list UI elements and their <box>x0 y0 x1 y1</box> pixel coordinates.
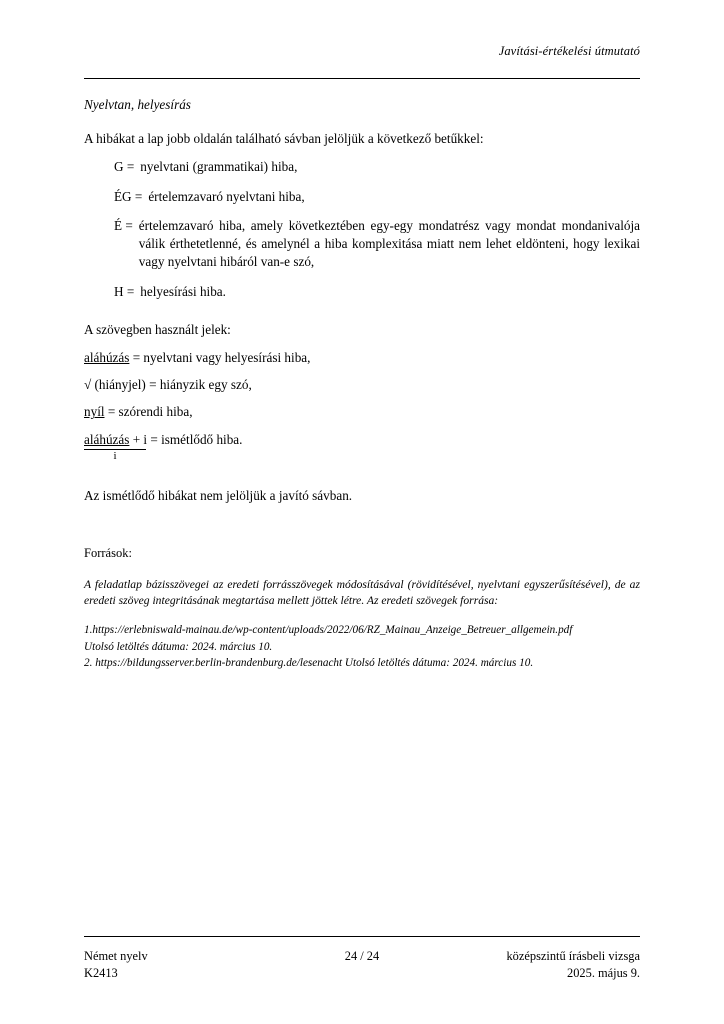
list-item <box>84 431 640 464</box>
signs-list <box>84 349 640 464</box>
sources-list <box>84 622 640 671</box>
list-item <box>84 283 640 301</box>
footer-exam-type: középszintű írásbeli vizsga <box>506 949 640 963</box>
list-item <box>84 217 640 272</box>
sign-text: + i = ismétlődő hiba. <box>129 431 243 447</box>
repeat-error-mark <box>84 431 242 462</box>
sign-mark: aláhúzás <box>84 431 130 447</box>
sign-mark: nyíl <box>84 404 105 420</box>
list-item <box>84 349 640 367</box>
sign-text: = szórendi hiba, <box>104 404 193 420</box>
repeat-index-label: i <box>113 449 117 462</box>
footer-page-number: 24 / 24 <box>344 949 380 963</box>
footer-divider <box>84 936 640 937</box>
sign-mark: aláhúzás <box>84 349 130 365</box>
error-code-value: értelemzavaró hiba, amely következtében egy-egy mondatrész vagy mondat mondanivalója válik érthetetlenné, és amelynél a hiba komplexitása miatt nem lehet eldönteni, hogy lexikai vagy nyelvtani hibáról van-e szó, <box>138 217 640 270</box>
page-footer <box>84 948 640 981</box>
list-item: 1.https://erlebniswald-mainau.de/wp-content/uploads/2022/06/RZ_Mainau_Anzeige_Betreuer_allgemein.pdf <box>84 624 573 637</box>
list-item <box>84 158 640 176</box>
header-divider <box>84 78 640 79</box>
error-code-list <box>84 158 640 300</box>
error-code-key: H = <box>114 283 135 299</box>
error-code-value: helyesírási hiba. <box>140 283 226 299</box>
sign-text: = hiányzik egy szó, <box>145 377 252 393</box>
sign-mark: √ (hiányjel) <box>84 377 146 393</box>
sources-note: A feladatlap bázisszövegei az eredeti forrásszövegek módosításával (rövidítésével, nyelvtani egyszerűsítésével), de az eredeti szöveg integritásának megtartása mellett jöttek létre. Az eredeti szövegek forrása: <box>84 577 640 607</box>
signs-intro: A szövegben használt jelek: <box>84 321 231 337</box>
sign-text: = nyelvtani vagy helyesírási hiba, <box>129 349 311 365</box>
error-code-key: G = <box>114 159 135 175</box>
error-code-key: ÉG = <box>114 188 143 204</box>
header-title: Javítási-értékelési útmutató <box>498 44 640 58</box>
error-code-key: É = <box>114 217 133 233</box>
footer-date: 2025. május 9. <box>567 965 640 980</box>
footer-code: K2413 <box>84 965 118 980</box>
list-item: Utolsó letöltés dátuma: 2024. március 10. <box>84 640 273 653</box>
closing-note: Az ismétlődő hibákat nem jelöljük a javító sávban. <box>84 488 353 504</box>
list-item: 2. https://bildungsserver.berlin-brandenburg.de/lesenacht Utolsó letöltés dátuma: 2024. március 10. <box>84 656 534 669</box>
error-code-value: értelemzavaró nyelvtani hiba, <box>148 188 305 204</box>
section-title: Nyelvtan, helyesírás <box>84 97 191 112</box>
section-intro: A hibákat a lap jobb oldalán található sávban jelöljük a következő betűkkel: <box>84 131 484 147</box>
document-body <box>84 96 640 671</box>
page-header <box>84 44 640 59</box>
list-item <box>84 376 640 394</box>
footer-subject: Német nyelv <box>84 949 148 963</box>
list-item <box>84 403 640 421</box>
list-item <box>84 188 640 206</box>
sources-heading: Források: <box>84 546 132 561</box>
error-code-value: nyelvtani (grammatikai) hiba, <box>140 159 298 175</box>
